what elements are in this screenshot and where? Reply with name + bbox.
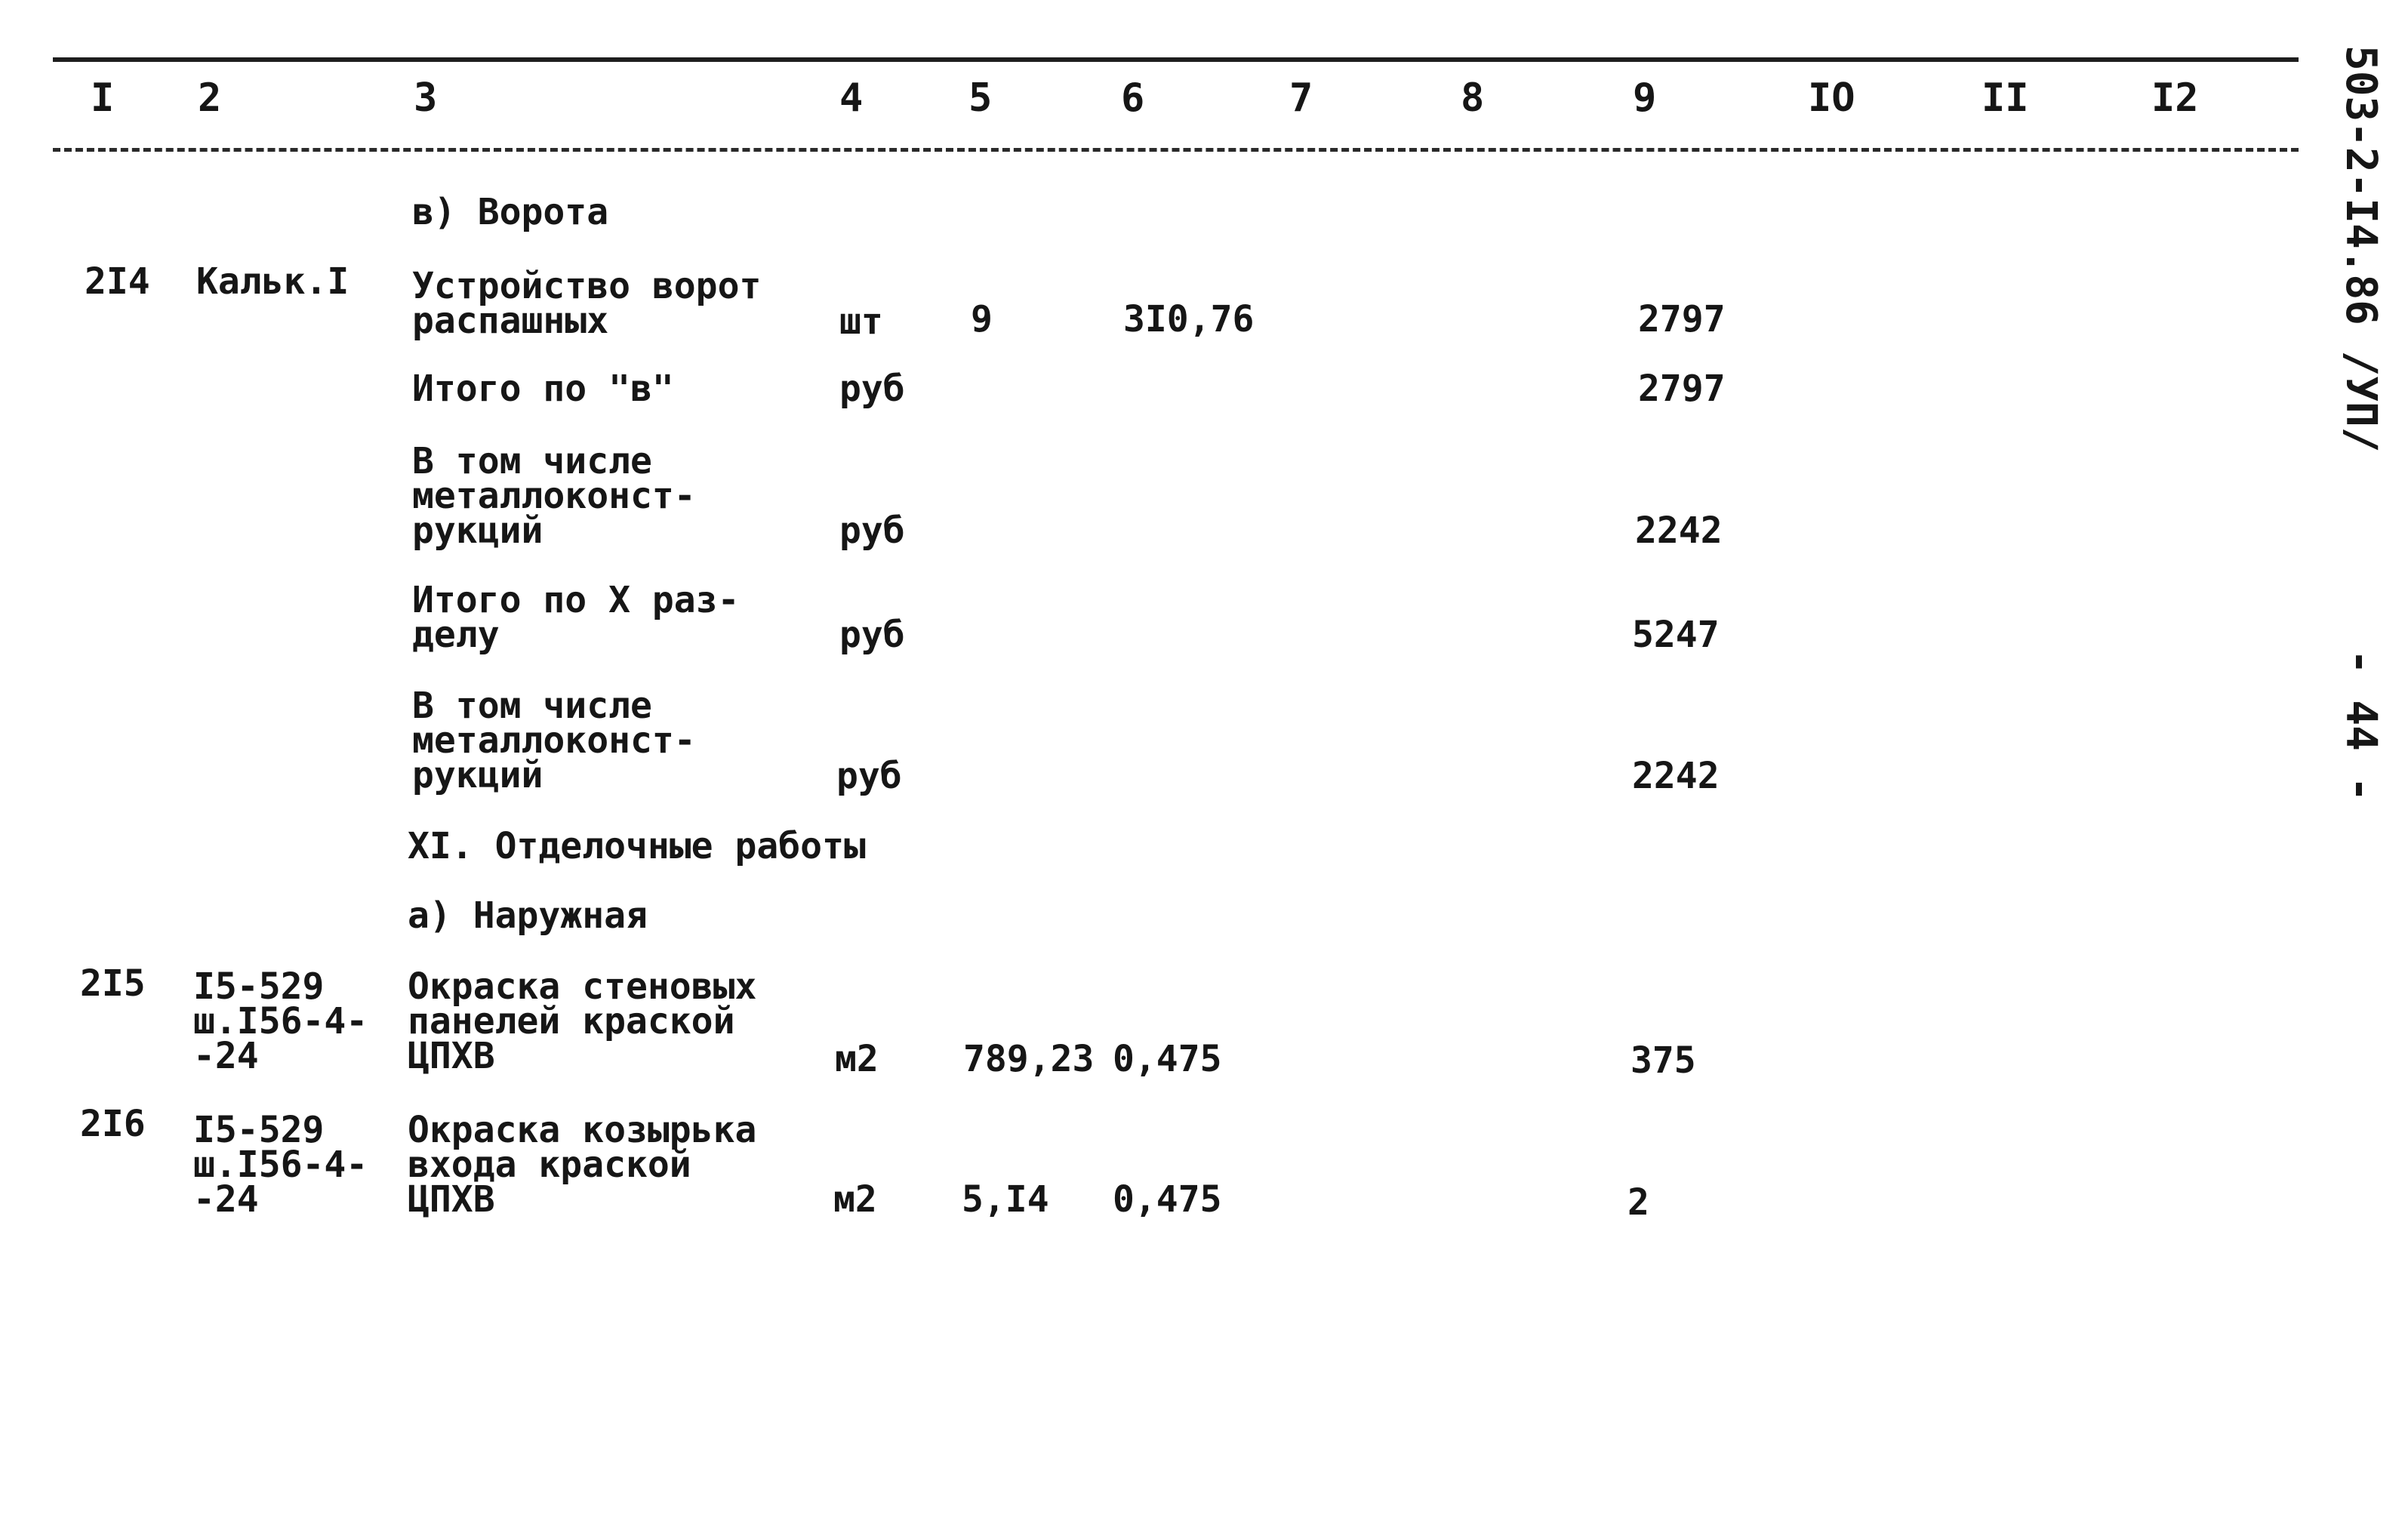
column-header-9: 9 <box>1633 75 1657 121</box>
row-price: 3I0,76 <box>1123 298 1255 340</box>
row-unit: м2 <box>833 1178 877 1221</box>
column-header-6: 6 <box>1121 75 1145 121</box>
page-number: - 44 - <box>2336 649 2385 802</box>
row-quantity: 9 <box>971 298 993 340</box>
column-header-5: 5 <box>968 75 993 121</box>
column-header-8: 8 <box>1461 75 1485 121</box>
table-header-rule-bottom <box>53 148 2299 152</box>
row-total: 375 <box>1630 1039 1696 1082</box>
row-price: 0,475 <box>1113 1038 1222 1080</box>
column-header-10: IO <box>1808 75 1855 121</box>
row-total: 2797 <box>1638 368 1726 410</box>
row-name: В том числе металлоконст- рукций <box>412 440 696 552</box>
section-heading: XI. Отделочные работы <box>408 825 866 867</box>
row-total: 2797 <box>1638 298 1726 340</box>
row-code: I5-529 ш.I56-4- -24 <box>193 965 368 1077</box>
row-quantity: 5,I4 <box>962 1178 1049 1221</box>
row-code: I5-529 ш.I56-4- -24 <box>193 1109 368 1221</box>
row-code: Кальк.I <box>196 260 349 303</box>
row-number: 2I5 <box>80 962 146 1005</box>
row-total: 2242 <box>1635 510 1723 552</box>
column-header-2: 2 <box>198 75 222 121</box>
row-name: В том числе металлоконст- рукций <box>412 685 696 796</box>
row-number: 2I6 <box>80 1103 146 1145</box>
row-unit: шт <box>839 300 883 343</box>
row-total: 2242 <box>1632 755 1720 797</box>
row-unit: руб <box>839 510 905 552</box>
row-total: 2 <box>1627 1181 1649 1224</box>
row-name: Итого по X раз- делу <box>412 579 740 656</box>
table-header-rule-top <box>53 57 2299 62</box>
column-header-4: 4 <box>839 75 864 121</box>
row-number: 2I4 <box>85 260 150 303</box>
column-header-7: 7 <box>1289 75 1313 121</box>
row-name: Устройство ворот распашных <box>412 265 762 342</box>
row-name: Окраска стеновых панелей краской ЦПХВ <box>408 965 757 1077</box>
row-unit: руб <box>839 614 905 656</box>
row-unit: м2 <box>835 1038 879 1080</box>
column-header-1: I <box>91 75 115 121</box>
column-header-12: I2 <box>2151 75 2199 121</box>
row-unit: руб <box>836 755 902 797</box>
row-name: Итого по "в" <box>412 368 674 410</box>
row-name: Окраска козырька входа краской ЦПХВ <box>408 1109 757 1221</box>
row-total: 5247 <box>1632 614 1720 656</box>
row-unit: руб <box>839 368 905 410</box>
column-header-11: II <box>1982 75 2029 121</box>
column-header-3: 3 <box>414 75 438 121</box>
section-heading: в) Ворота <box>412 191 609 233</box>
row-quantity: 789,23 <box>963 1038 1095 1080</box>
subsection-heading: а) Наружная <box>408 895 648 937</box>
row-price: 0,475 <box>1113 1178 1222 1221</box>
document-code: 503-2-I4.86 /УП/ <box>2336 45 2385 453</box>
